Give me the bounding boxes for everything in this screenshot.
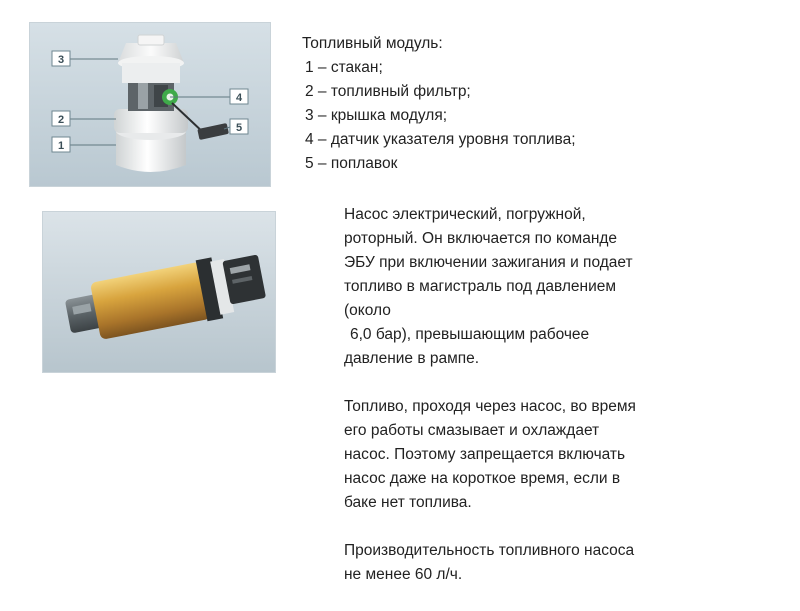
legend-item: 2 – топливный фильтр;	[305, 83, 471, 100]
legend-title: Топливный модуль:	[302, 35, 443, 52]
pump-body	[90, 262, 211, 340]
callout-4	[230, 89, 248, 104]
text-line: Топливо, проходя через насос, во время	[344, 398, 636, 415]
text-line: топливо в магистраль под давлением	[344, 278, 616, 295]
text-line: Производительность топливного насоса	[344, 542, 635, 559]
pump-capacity-paragraph	[344, 539, 744, 587]
legend-item: 1 – стакан;	[305, 59, 383, 76]
text-line: баке нет топлива.	[344, 494, 472, 511]
callout-4-label: 4	[235, 92, 243, 104]
callout-1-label: 1	[57, 140, 65, 152]
text-line: не менее 60 л/ч.	[344, 566, 463, 583]
callout-1	[52, 137, 70, 152]
fuel-module-photo	[29, 22, 271, 187]
text-line: (около	[344, 302, 391, 319]
callout-5-label: 5	[235, 122, 243, 134]
legend-item: 5 – поплавок	[305, 155, 398, 172]
text-line: его работы смазывает и охлаждает	[344, 422, 600, 439]
callout-3	[52, 51, 70, 66]
fuel-pump-description	[344, 203, 744, 611]
pump-description-paragraph	[344, 203, 744, 371]
legend-item: 4 – датчик указателя уровня топлива;	[305, 131, 576, 148]
text-line: насос. Поэтому запрещается включать	[344, 446, 626, 463]
module-filter	[114, 109, 188, 133]
legend-item: 3 – крышка модуля;	[305, 107, 448, 124]
text-line: давление в рампе.	[344, 350, 480, 367]
fuel-pump-photo	[42, 211, 276, 373]
fuel-module-legend	[302, 32, 782, 176]
text-line: Насос электрический, погружной,	[344, 206, 586, 223]
pump-lubrication-paragraph	[344, 395, 744, 515]
callout-2-label: 2	[57, 114, 65, 126]
text-line: насос даже на короткое время, если в	[344, 470, 621, 487]
text-line: 6,0 бар), превышающим рабочее	[350, 326, 590, 343]
text-line: роторный. Он включается по команде	[344, 230, 618, 247]
module-float	[197, 123, 229, 140]
callout-2	[52, 111, 70, 126]
callout-5	[230, 119, 248, 134]
text-line: ЭБУ при включении зажигания и подает	[344, 254, 633, 271]
callout-3-label: 3	[57, 54, 65, 66]
